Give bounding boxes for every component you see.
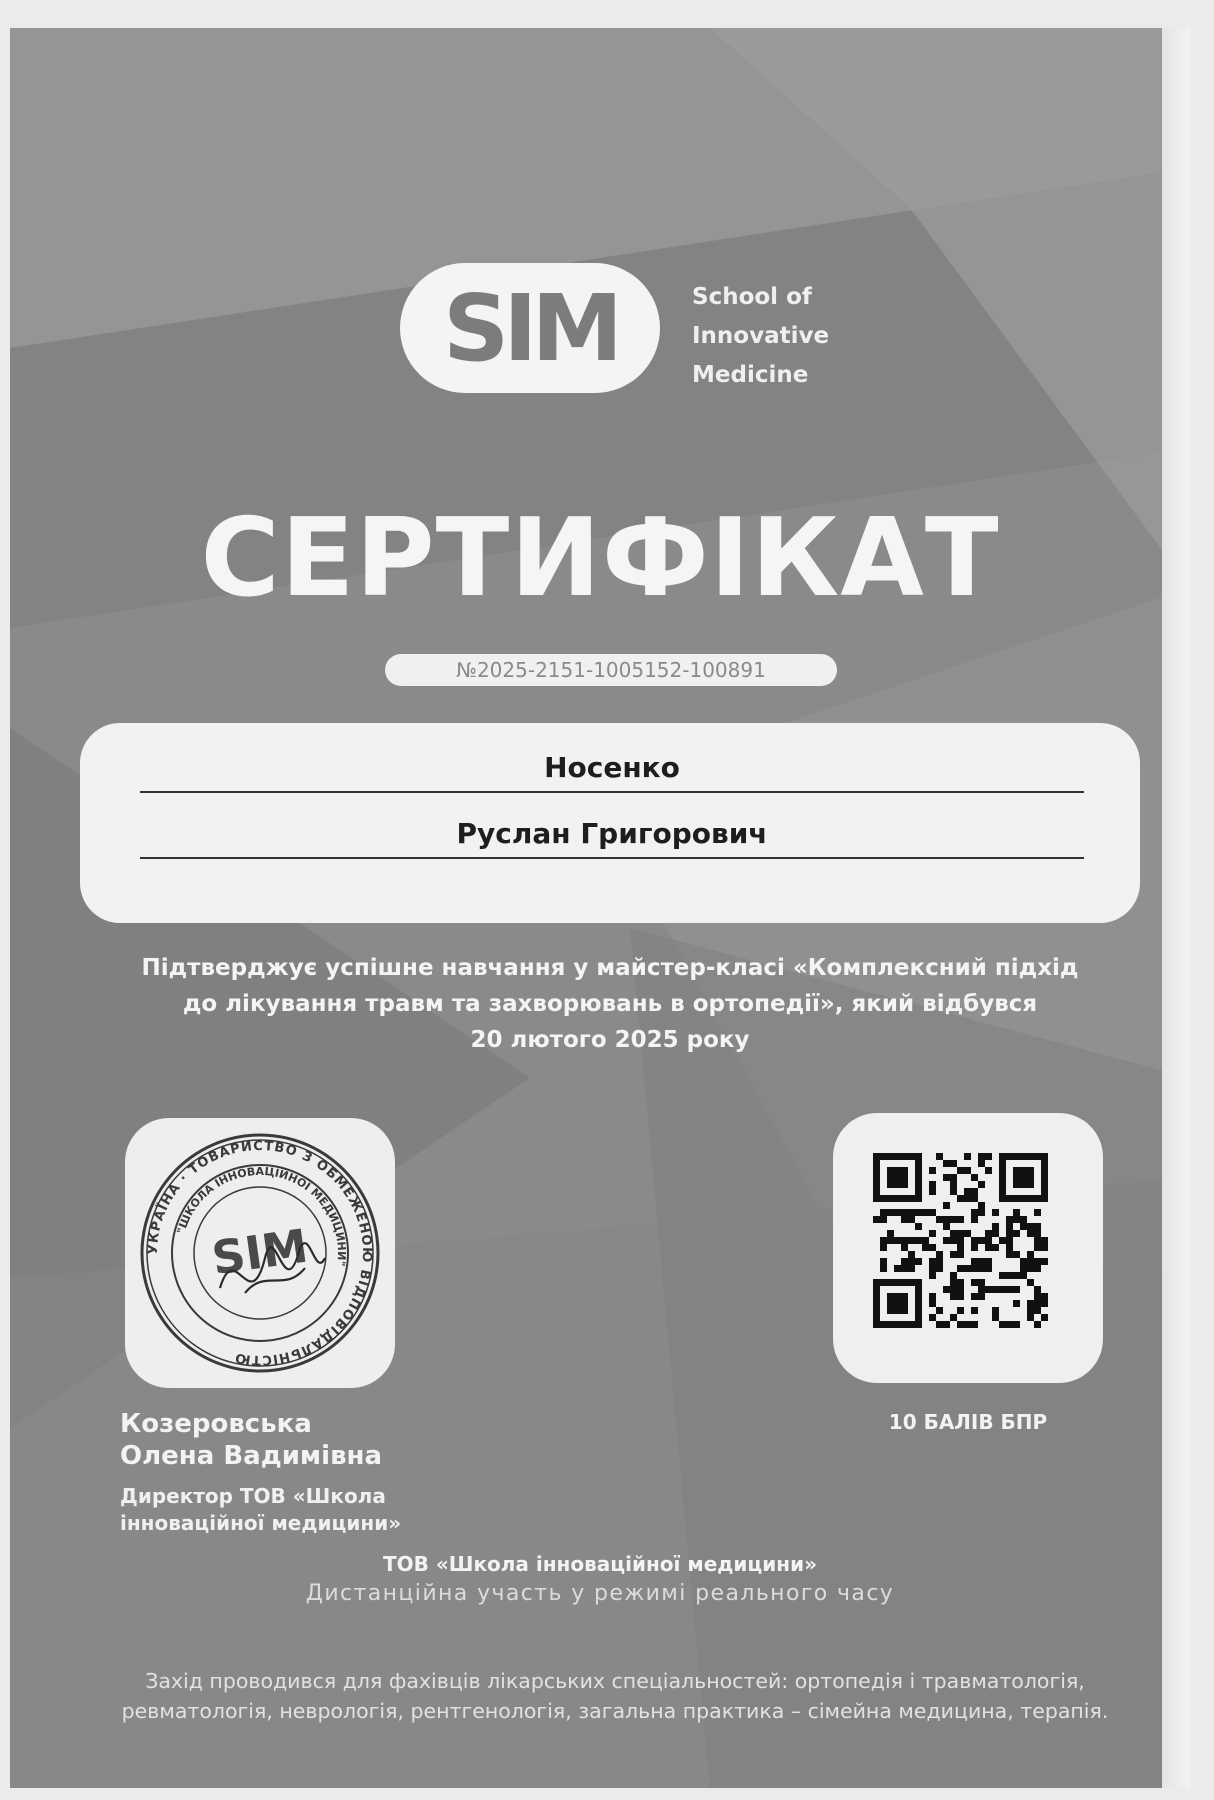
logo-subtitle-line-3: Medicine: [692, 362, 809, 388]
qr-panel: [833, 1113, 1103, 1383]
signer-role-line-1: Директор ТОВ «Школа: [120, 1484, 386, 1508]
logo-subtitle-line-2: Innovative: [692, 323, 830, 349]
certificate-title: СЕРТИФІКАТ: [200, 496, 1000, 621]
signer-role-line-2: інноваційної медицини»: [120, 1511, 402, 1535]
certificate-number: №2025-2151-1005152-100891: [385, 654, 837, 686]
stamp-mark: SIM: [208, 1218, 312, 1286]
signer-name: [120, 1408, 382, 1472]
logo-subtitle-line-1: School of: [692, 284, 812, 310]
description-line-2: до лікування травм та захворювань в ортопедії», який відбувся: [182, 991, 1038, 1017]
paper-edge: [1162, 28, 1190, 1788]
signer-role: [120, 1483, 401, 1537]
target-audience: [60, 1666, 1170, 1726]
sim-logo-mark: SIM: [442, 274, 618, 382]
sim-logo: [400, 258, 920, 418]
description-line-1: Підтверджує успішне навчання у майстер-класі «Комплексний підхід: [141, 955, 1079, 981]
qr-code[interactable]: [833, 1113, 1103, 1383]
recipient-name-box: [80, 723, 1140, 923]
organization-name: ТОВ «Школа інноваційної медицини»: [382, 1552, 818, 1576]
stamp-inner-text: "ШКОЛА ІННОВАЦІЙНОЇ МЕДИЦИНИ": [174, 1164, 349, 1268]
stamp-panel: [125, 1118, 395, 1388]
certificate-sheet: [10, 28, 1190, 1788]
stamp-outer-text: УКРАЇНА · ТОВАРИСТВО З ОБМЕЖЕНОЮ ВІДПОВІДАЛЬНІСТЮ: [145, 1138, 375, 1368]
certificate-description: [110, 950, 1110, 1058]
official-stamp: [125, 1118, 395, 1388]
audience-line-1: Захід проводився для фахівців лікарських спеціальностей: ортопедія і травматологія,: [145, 1669, 1085, 1693]
audience-line-2: ревматологія, неврологія, рентгенологія, загальна практика – сімейна медицина, терапія.: [121, 1699, 1109, 1723]
recipient-surname: Носенко: [140, 743, 1084, 793]
signer-given-names: Олена Вадимівна: [120, 1441, 383, 1471]
signer-surname: Козеровська: [120, 1409, 312, 1439]
description-line-3: 20 лютого 2025 року: [470, 1027, 750, 1053]
cpd-points: 10 БАЛІВ БПР: [888, 1410, 1048, 1434]
sim-logo-subtitle: [692, 278, 829, 395]
sim-logo-badge: [400, 263, 660, 393]
participation-mode: Дистанційна участь у режимі реального часу: [305, 1581, 895, 1606]
recipient-given-names: Руслан Григорович: [140, 809, 1084, 859]
